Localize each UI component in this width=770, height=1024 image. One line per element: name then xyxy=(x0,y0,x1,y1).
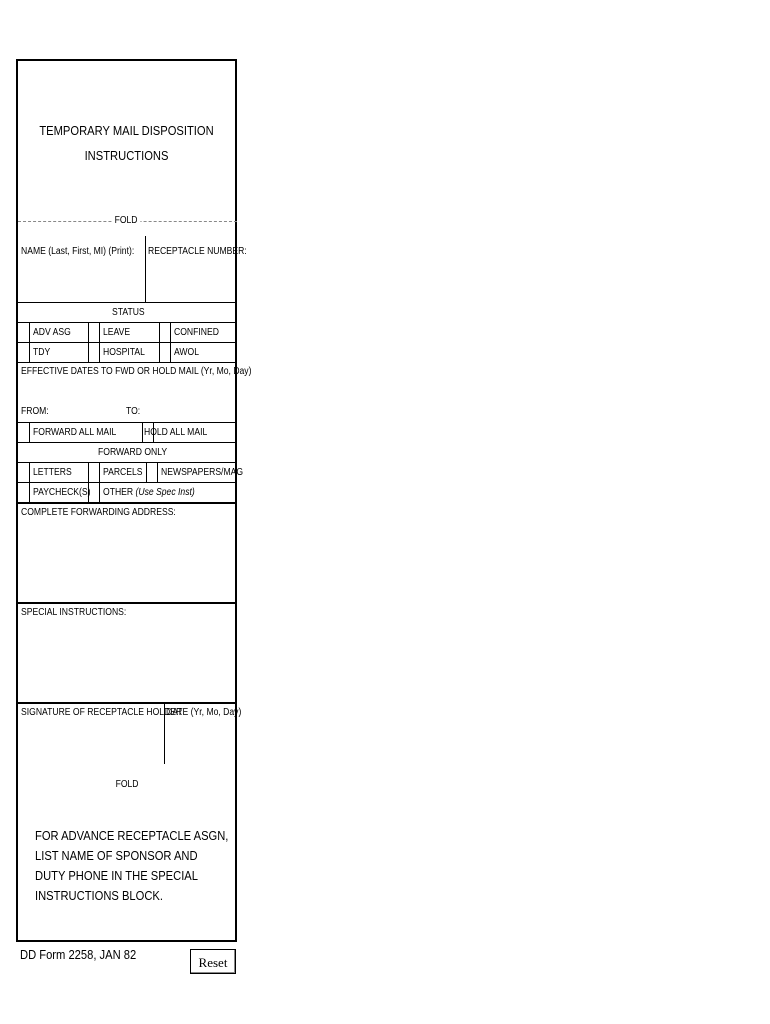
checkbox-newspapers[interactable] xyxy=(147,463,157,482)
checkbox-confined[interactable] xyxy=(160,323,170,342)
forward-parcels: PARCELS xyxy=(103,467,143,478)
status-col-5 xyxy=(170,322,171,362)
fold-label-bottom: FOLD xyxy=(113,779,141,790)
checkbox-awol[interactable] xyxy=(160,343,170,362)
form-title-line1: TEMPORARY MAIL DISPOSITION xyxy=(39,123,214,138)
status-col-3 xyxy=(99,322,100,362)
rule-after-name xyxy=(18,302,237,303)
checkbox-paychecks[interactable] xyxy=(18,483,29,502)
signature-date-field[interactable] xyxy=(167,721,235,761)
forward-only-header: FORWARD ONLY xyxy=(98,447,168,458)
hold-all-label: HOLD ALL MAIL xyxy=(144,427,208,438)
signature-field[interactable] xyxy=(20,721,162,761)
name-label: NAME (Last, First, MI) (Print): xyxy=(21,246,135,257)
forward-all-label: FORWARD ALL MAIL xyxy=(33,427,117,438)
forward-other xyxy=(103,487,195,498)
rule-forward-only-top xyxy=(18,462,237,463)
status-awol: AWOL xyxy=(174,347,200,358)
status-adv-asg: ADV ASG xyxy=(33,327,71,338)
signature-label: SIGNATURE OF RECEPTACLE HOLDER xyxy=(21,707,183,718)
checkbox-forward-all[interactable] xyxy=(18,423,29,442)
fo-col-5 xyxy=(157,462,158,482)
rule-after-forward-all xyxy=(18,442,237,443)
fo-col-3 xyxy=(99,462,100,502)
checkbox-tdy[interactable] xyxy=(18,343,29,362)
fo-col-1 xyxy=(29,462,30,502)
form-title-line2: INSTRUCTIONS xyxy=(84,148,169,163)
checkbox-hospital[interactable] xyxy=(89,343,99,362)
checkbox-adv-asg[interactable] xyxy=(18,323,29,342)
form-identifier: DD Form 2258, JAN 82 xyxy=(20,947,137,962)
from-label: FROM: xyxy=(21,406,49,417)
name-divider xyxy=(145,236,146,302)
special-instructions-label: SPECIAL INSTRUCTIONS: xyxy=(21,607,127,618)
status-leave: LEAVE xyxy=(103,327,131,338)
forward-newspapers: NEWSPAPERS/MAG xyxy=(161,467,244,478)
forwarding-address-field[interactable] xyxy=(20,521,235,601)
effective-dates-label: EFFECTIVE DATES TO FWD OR HOLD MAIL (Yr, Mo, Day) xyxy=(21,366,252,377)
rule-status-mid xyxy=(18,342,237,343)
rule-after-address xyxy=(18,602,237,604)
rule-after-dates xyxy=(18,422,237,423)
status-col-1 xyxy=(29,322,30,362)
rule-forward-only-mid xyxy=(18,482,237,483)
signature-date-label: DATE (Yr, Mo, Day) xyxy=(166,707,242,718)
checkbox-letters[interactable] xyxy=(18,463,29,482)
reset-button[interactable]: Reset xyxy=(190,949,236,974)
status-hospital: HOSPITAL xyxy=(103,347,145,358)
receptacle-number-label: RECEPTACLE NUMBER: xyxy=(148,246,247,257)
fold-label-top: FOLD xyxy=(112,215,140,226)
rule-status-top xyxy=(18,322,237,323)
signature-divider xyxy=(164,702,165,764)
special-instructions-field[interactable] xyxy=(20,621,235,701)
forward-other-note: (Use Spec Inst) xyxy=(135,487,195,498)
advance-receptacle-note: FOR ADVANCE RECEPTACLE ASGN, LIST NAME OF SPONSOR AND DUTY PHONE IN THE SPECIAL INSTRUCTIONS BLOCK. xyxy=(35,828,229,903)
status-tdy: TDY xyxy=(33,347,51,358)
rule-after-special xyxy=(18,702,237,704)
forward-letters: LETTERS xyxy=(33,467,72,478)
checkbox-leave[interactable] xyxy=(89,323,99,342)
forwarding-address-label: COMPLETE FORWARDING ADDRESS: xyxy=(21,507,176,518)
status-confined: CONFINED xyxy=(174,327,219,338)
mail-disposition-form xyxy=(16,59,252,942)
checkbox-other[interactable] xyxy=(89,483,99,502)
forward-other-label: OTHER xyxy=(103,487,134,498)
rule-status-bottom xyxy=(18,362,237,363)
from-date-field[interactable] xyxy=(48,401,123,419)
to-date-field[interactable] xyxy=(142,401,232,419)
forward-paychecks: PAYCHECK(S) xyxy=(33,487,91,498)
to-label: TO: xyxy=(126,406,141,417)
rule-after-forward-only xyxy=(18,502,237,504)
checkbox-parcels[interactable] xyxy=(89,463,99,482)
fwd-col-1 xyxy=(29,422,30,442)
status-header: STATUS xyxy=(112,307,145,318)
